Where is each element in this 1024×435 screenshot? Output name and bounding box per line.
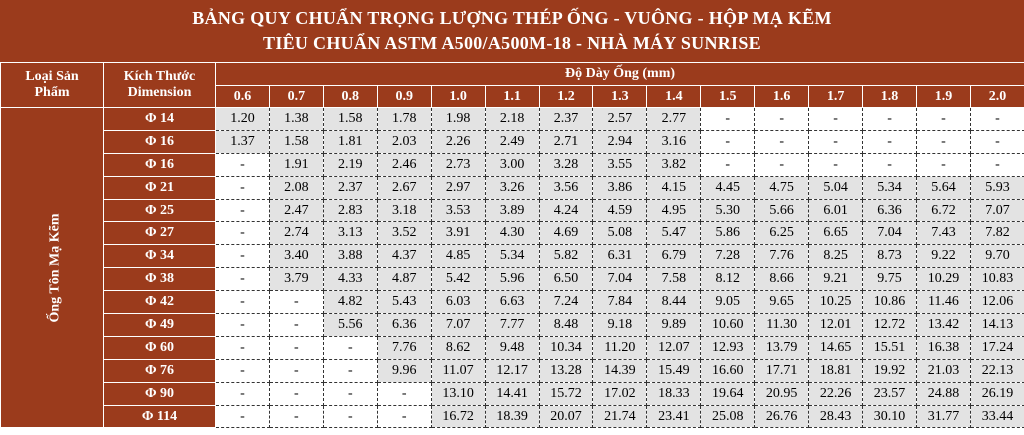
dimension-header-line-2: Dimension	[127, 85, 192, 100]
weight-cell: 11.07	[431, 359, 485, 382]
weight-cell: 5.30	[701, 199, 755, 222]
weight-cell: 8.62	[431, 336, 485, 359]
weight-cell: 6.03	[431, 291, 485, 314]
weight-cell: -	[216, 153, 270, 176]
weight-cell: 4.37	[377, 245, 431, 268]
weight-cell: 10.83	[970, 268, 1024, 291]
dimension-cell: Φ 42	[104, 291, 216, 314]
thickness-column-header: 1.1	[485, 86, 539, 108]
weight-cell: 11.30	[755, 314, 809, 337]
weight-cell: 6.72	[916, 199, 970, 222]
weight-cell: 15.72	[539, 382, 593, 405]
table-row	[1, 268, 1024, 291]
weight-cell: -	[323, 382, 377, 405]
weight-cell: 15.51	[863, 336, 917, 359]
weight-cell: 6.79	[647, 245, 701, 268]
dimension-header	[104, 63, 216, 108]
weight-cell: 9.75	[863, 268, 917, 291]
weight-cell: 19.92	[863, 359, 917, 382]
weight-cell: -	[216, 199, 270, 222]
weight-cell: 5.96	[485, 268, 539, 291]
weight-cell: -	[916, 153, 970, 176]
weight-cell: -	[216, 291, 270, 314]
weight-cell: -	[216, 359, 270, 382]
weight-cell: 10.29	[916, 268, 970, 291]
weight-cell: -	[377, 405, 431, 428]
weight-cell: 9.65	[755, 291, 809, 314]
weight-cell: 2.37	[323, 176, 377, 199]
weight-cell: 9.48	[485, 336, 539, 359]
weight-cell: -	[323, 359, 377, 382]
weight-cell: 14.41	[485, 382, 539, 405]
weight-cell: 3.86	[593, 176, 647, 199]
weight-cell: 6.25	[755, 222, 809, 245]
weight-cell: 7.82	[970, 222, 1024, 245]
weight-cell: 19.64	[701, 382, 755, 405]
weight-cell: 12.07	[647, 336, 701, 359]
weight-cell: 20.07	[539, 405, 593, 428]
thickness-column-header: 1.2	[539, 86, 593, 108]
weight-cell: 31.77	[916, 405, 970, 428]
thickness-column-header: 1.6	[755, 86, 809, 108]
weight-cell: 4.15	[647, 176, 701, 199]
weight-cell: 6.65	[809, 222, 863, 245]
thickness-column-header: 1.8	[863, 86, 917, 108]
weight-cell: 5.47	[647, 222, 701, 245]
weight-cell: 8.73	[863, 245, 917, 268]
weight-cell: 16.38	[916, 336, 970, 359]
weight-cell: 4.59	[593, 199, 647, 222]
weight-cell: -	[269, 314, 323, 337]
thickness-column-header: 1.0	[431, 86, 485, 108]
weight-cell: -	[269, 291, 323, 314]
weight-cell: 1.20	[216, 108, 270, 131]
weight-cell: 12.17	[485, 359, 539, 382]
weight-cell: 2.26	[431, 130, 485, 153]
dimension-cell: Φ 76	[104, 359, 216, 382]
weight-cell: 7.84	[593, 291, 647, 314]
dimension-header-line-1: Kích Thước	[123, 69, 196, 84]
weight-cell: 9.21	[809, 268, 863, 291]
weight-cell: 1.91	[269, 153, 323, 176]
weight-cell: 7.76	[755, 245, 809, 268]
weight-cell: 30.10	[863, 405, 917, 428]
weight-cell: 26.19	[970, 382, 1024, 405]
dimension-cell: Φ 14	[104, 108, 216, 131]
weight-cell: 4.95	[647, 199, 701, 222]
weight-cell: 5.82	[539, 245, 593, 268]
table-row	[1, 314, 1024, 337]
table-row	[1, 199, 1024, 222]
dimension-cell: Φ 49	[104, 314, 216, 337]
weight-cell: -	[269, 405, 323, 428]
weight-cell: 5.34	[863, 176, 917, 199]
weight-cell: 9.22	[916, 245, 970, 268]
weight-cell: 8.48	[539, 314, 593, 337]
weight-cell: 3.16	[647, 130, 701, 153]
weight-cell: 16.72	[431, 405, 485, 428]
weight-cell: -	[216, 336, 270, 359]
weight-cell: 5.34	[485, 245, 539, 268]
weight-cell: 5.56	[323, 314, 377, 337]
weight-cell: 10.86	[863, 291, 917, 314]
weight-cell: -	[755, 130, 809, 153]
weight-cell: 13.42	[916, 314, 970, 337]
weight-cell: 8.25	[809, 245, 863, 268]
weight-cell: 14.39	[593, 359, 647, 382]
weight-cell: 24.88	[916, 382, 970, 405]
title-banner	[0, 0, 1024, 62]
weight-cell: 15.49	[647, 359, 701, 382]
weight-table	[0, 62, 1024, 428]
table-body	[1, 108, 1024, 428]
thickness-column-header: 0.8	[323, 86, 377, 108]
weight-cell: 6.63	[485, 291, 539, 314]
weight-cell: 18.81	[809, 359, 863, 382]
weight-cell: 7.77	[485, 314, 539, 337]
weight-cell: 2.49	[485, 130, 539, 153]
weight-cell: 3.40	[269, 245, 323, 268]
weight-cell: 3.89	[485, 199, 539, 222]
weight-cell: -	[809, 108, 863, 131]
weight-cell: 13.10	[431, 382, 485, 405]
title-line-2: TIÊU CHUẨN ASTM A500/A500M-18 - NHÀ MÁY SUNRISE	[263, 33, 761, 53]
weight-cell: -	[269, 382, 323, 405]
weight-cell: 20.95	[755, 382, 809, 405]
weight-cell: 25.08	[701, 405, 755, 428]
weight-cell: -	[916, 130, 970, 153]
table-row	[1, 245, 1024, 268]
weight-cell: 5.42	[431, 268, 485, 291]
weight-cell: 12.72	[863, 314, 917, 337]
product-header-line-1: Loại Sản	[25, 69, 79, 84]
weight-cell: 7.28	[701, 245, 755, 268]
weight-cell: 4.82	[323, 291, 377, 314]
dimension-cell: Φ 16	[104, 130, 216, 153]
weight-cell: 3.18	[377, 199, 431, 222]
thickness-column-header: 0.9	[377, 86, 431, 108]
table-row	[1, 130, 1024, 153]
weight-cell: 7.07	[431, 314, 485, 337]
weight-cell: 1.58	[269, 130, 323, 153]
weight-cell: 5.93	[970, 176, 1024, 199]
weight-cell: 2.73	[431, 153, 485, 176]
weight-cell: 9.05	[701, 291, 755, 314]
weight-cell: -	[269, 336, 323, 359]
weight-cell: 13.79	[755, 336, 809, 359]
weight-cell: 2.83	[323, 199, 377, 222]
dimension-cell: Φ 34	[104, 245, 216, 268]
table-row	[1, 176, 1024, 199]
weight-cell: 26.76	[755, 405, 809, 428]
weight-cell: 7.76	[377, 336, 431, 359]
weight-cell: 14.13	[970, 314, 1024, 337]
weight-cell: 4.85	[431, 245, 485, 268]
weight-cell: -	[701, 153, 755, 176]
thickness-column-header: 0.6	[216, 86, 270, 108]
weight-cell: 6.01	[809, 199, 863, 222]
table-row	[1, 291, 1024, 314]
weight-cell: -	[216, 268, 270, 291]
weight-cell: 17.71	[755, 359, 809, 382]
weight-cell: 3.56	[539, 176, 593, 199]
thickness-header: Độ Dày Ống (mm)	[216, 63, 1024, 86]
weight-cell: 21.03	[916, 359, 970, 382]
weight-cell: 17.24	[970, 336, 1024, 359]
weight-cell: 5.43	[377, 291, 431, 314]
weight-cell: 8.66	[755, 268, 809, 291]
weight-cell: 4.75	[755, 176, 809, 199]
weight-cell: 2.74	[269, 222, 323, 245]
weight-cell: 7.24	[539, 291, 593, 314]
weight-cell: 2.19	[323, 153, 377, 176]
weight-cell: 22.13	[970, 359, 1024, 382]
weight-cell: 7.04	[593, 268, 647, 291]
thickness-column-header: 1.7	[809, 86, 863, 108]
weight-cell: -	[916, 108, 970, 131]
weight-cell: -	[377, 382, 431, 405]
weight-cell: 12.01	[809, 314, 863, 337]
weight-cell: 6.36	[863, 199, 917, 222]
weight-cell: 3.79	[269, 268, 323, 291]
weight-cell: 5.86	[701, 222, 755, 245]
weight-cell: 10.60	[701, 314, 755, 337]
weight-cell: 16.60	[701, 359, 755, 382]
weight-cell: 3.00	[485, 153, 539, 176]
weight-cell: 2.18	[485, 108, 539, 131]
dimension-cell: Φ 90	[104, 382, 216, 405]
weight-cell: 33.44	[970, 405, 1024, 428]
weight-cell: 10.34	[539, 336, 593, 359]
weight-cell: 28.43	[809, 405, 863, 428]
weight-cell: 2.46	[377, 153, 431, 176]
weight-cell: -	[323, 336, 377, 359]
weight-cell: 2.77	[647, 108, 701, 131]
weight-cell: 6.31	[593, 245, 647, 268]
weight-cell: 11.46	[916, 291, 970, 314]
weight-cell: 4.33	[323, 268, 377, 291]
weight-cell: 11.20	[593, 336, 647, 359]
product-header-line-2: Phẩm	[34, 85, 70, 100]
weight-cell: 22.26	[809, 382, 863, 405]
product-header	[1, 63, 104, 108]
weight-cell: 5.04	[809, 176, 863, 199]
weight-cell: 1.37	[216, 130, 270, 153]
weight-cell: -	[216, 405, 270, 428]
table-row	[1, 336, 1024, 359]
weight-cell: 10.25	[809, 291, 863, 314]
thickness-column-header: 1.9	[916, 86, 970, 108]
dimension-cell: Φ 60	[104, 336, 216, 359]
weight-cell: 7.58	[647, 268, 701, 291]
weight-cell: 9.18	[593, 314, 647, 337]
title-line-1: BẢNG QUY CHUẨN TRỌNG LƯỢNG THÉP ỐNG - VUÔNG - HỘP MẠ KẼM	[192, 8, 832, 28]
weight-cell: -	[809, 153, 863, 176]
weight-cell: 9.89	[647, 314, 701, 337]
weight-cell: 1.98	[431, 108, 485, 131]
weight-cell: -	[863, 130, 917, 153]
weight-cell: 3.26	[485, 176, 539, 199]
weight-cell: 3.82	[647, 153, 701, 176]
weight-cell: -	[269, 359, 323, 382]
dimension-cell: Φ 16	[104, 153, 216, 176]
weight-cell: 21.74	[593, 405, 647, 428]
weight-cell: 6.50	[539, 268, 593, 291]
weight-cell: 2.37	[539, 108, 593, 131]
weight-cell: -	[216, 245, 270, 268]
weight-cell: 1.38	[269, 108, 323, 131]
thickness-column-header: 0.7	[269, 86, 323, 108]
weight-cell: 18.39	[485, 405, 539, 428]
weight-cell: -	[216, 382, 270, 405]
weight-cell: 4.69	[539, 222, 593, 245]
dimension-cell: Φ 38	[104, 268, 216, 291]
weight-cell: -	[863, 108, 917, 131]
weight-cell: -	[809, 130, 863, 153]
weight-cell: 4.87	[377, 268, 431, 291]
weight-cell: -	[701, 130, 755, 153]
table-row	[1, 222, 1024, 245]
dimension-cell: Φ 27	[104, 222, 216, 245]
product-name-cell	[1, 108, 104, 428]
table-row	[1, 108, 1024, 131]
weight-cell: 4.45	[701, 176, 755, 199]
thickness-column-header: 1.3	[593, 86, 647, 108]
thickness-column-header: 1.4	[647, 86, 701, 108]
weight-cell: 23.57	[863, 382, 917, 405]
weight-cell: 1.78	[377, 108, 431, 131]
weight-cell: 2.08	[269, 176, 323, 199]
weight-cell: 3.53	[431, 199, 485, 222]
dimension-cell: Φ 25	[104, 199, 216, 222]
weight-cell: 1.81	[323, 130, 377, 153]
weight-cell: 8.12	[701, 268, 755, 291]
weight-cell: 2.67	[377, 176, 431, 199]
weight-cell: 7.07	[970, 199, 1024, 222]
weight-cell: 17.02	[593, 382, 647, 405]
product-name: Ống Tôn Mạ Kẽm	[47, 213, 63, 323]
weight-cell: 3.52	[377, 222, 431, 245]
weight-cell: 3.88	[323, 245, 377, 268]
weight-cell: 3.91	[431, 222, 485, 245]
weight-cell: 4.24	[539, 199, 593, 222]
weight-cell: 8.44	[647, 291, 701, 314]
thickness-column-header: 2.0	[970, 86, 1024, 108]
dimension-cell: Φ 21	[104, 176, 216, 199]
weight-cell: 12.06	[970, 291, 1024, 314]
table-row	[1, 153, 1024, 176]
dimension-cell: Φ 114	[104, 405, 216, 428]
weight-cell: 2.47	[269, 199, 323, 222]
weight-cell: 9.70	[970, 245, 1024, 268]
weight-cell: -	[323, 405, 377, 428]
weight-cell: 13.28	[539, 359, 593, 382]
weight-cell: 3.28	[539, 153, 593, 176]
weight-cell: -	[216, 176, 270, 199]
weight-cell: 2.94	[593, 130, 647, 153]
weight-cell: -	[755, 108, 809, 131]
weight-cell: 14.65	[809, 336, 863, 359]
table-row	[1, 405, 1024, 428]
weight-cell: 18.33	[647, 382, 701, 405]
weight-cell: -	[970, 108, 1024, 131]
weight-cell: 6.36	[377, 314, 431, 337]
weight-cell: 1.58	[323, 108, 377, 131]
weight-cell: 23.41	[647, 405, 701, 428]
table-row	[1, 382, 1024, 405]
weight-cell: 5.66	[755, 199, 809, 222]
weight-cell: -	[970, 153, 1024, 176]
weight-cell: 2.97	[431, 176, 485, 199]
weight-cell: 7.04	[863, 222, 917, 245]
weight-cell: -	[216, 222, 270, 245]
weight-cell: -	[755, 153, 809, 176]
weight-cell: -	[216, 314, 270, 337]
table-row	[1, 359, 1024, 382]
weight-cell: 2.57	[593, 108, 647, 131]
weight-cell: -	[970, 130, 1024, 153]
weight-cell: 7.43	[916, 222, 970, 245]
weight-cell: 9.96	[377, 359, 431, 382]
weight-cell: -	[863, 153, 917, 176]
thickness-column-header: 1.5	[701, 86, 755, 108]
weight-cell: 2.71	[539, 130, 593, 153]
weight-cell: 2.03	[377, 130, 431, 153]
weight-cell: 5.08	[593, 222, 647, 245]
weight-cell: 5.64	[916, 176, 970, 199]
weight-cell: 12.93	[701, 336, 755, 359]
weight-cell: -	[701, 108, 755, 131]
weight-cell: 3.13	[323, 222, 377, 245]
weight-cell: 4.30	[485, 222, 539, 245]
weight-cell: 3.55	[593, 153, 647, 176]
